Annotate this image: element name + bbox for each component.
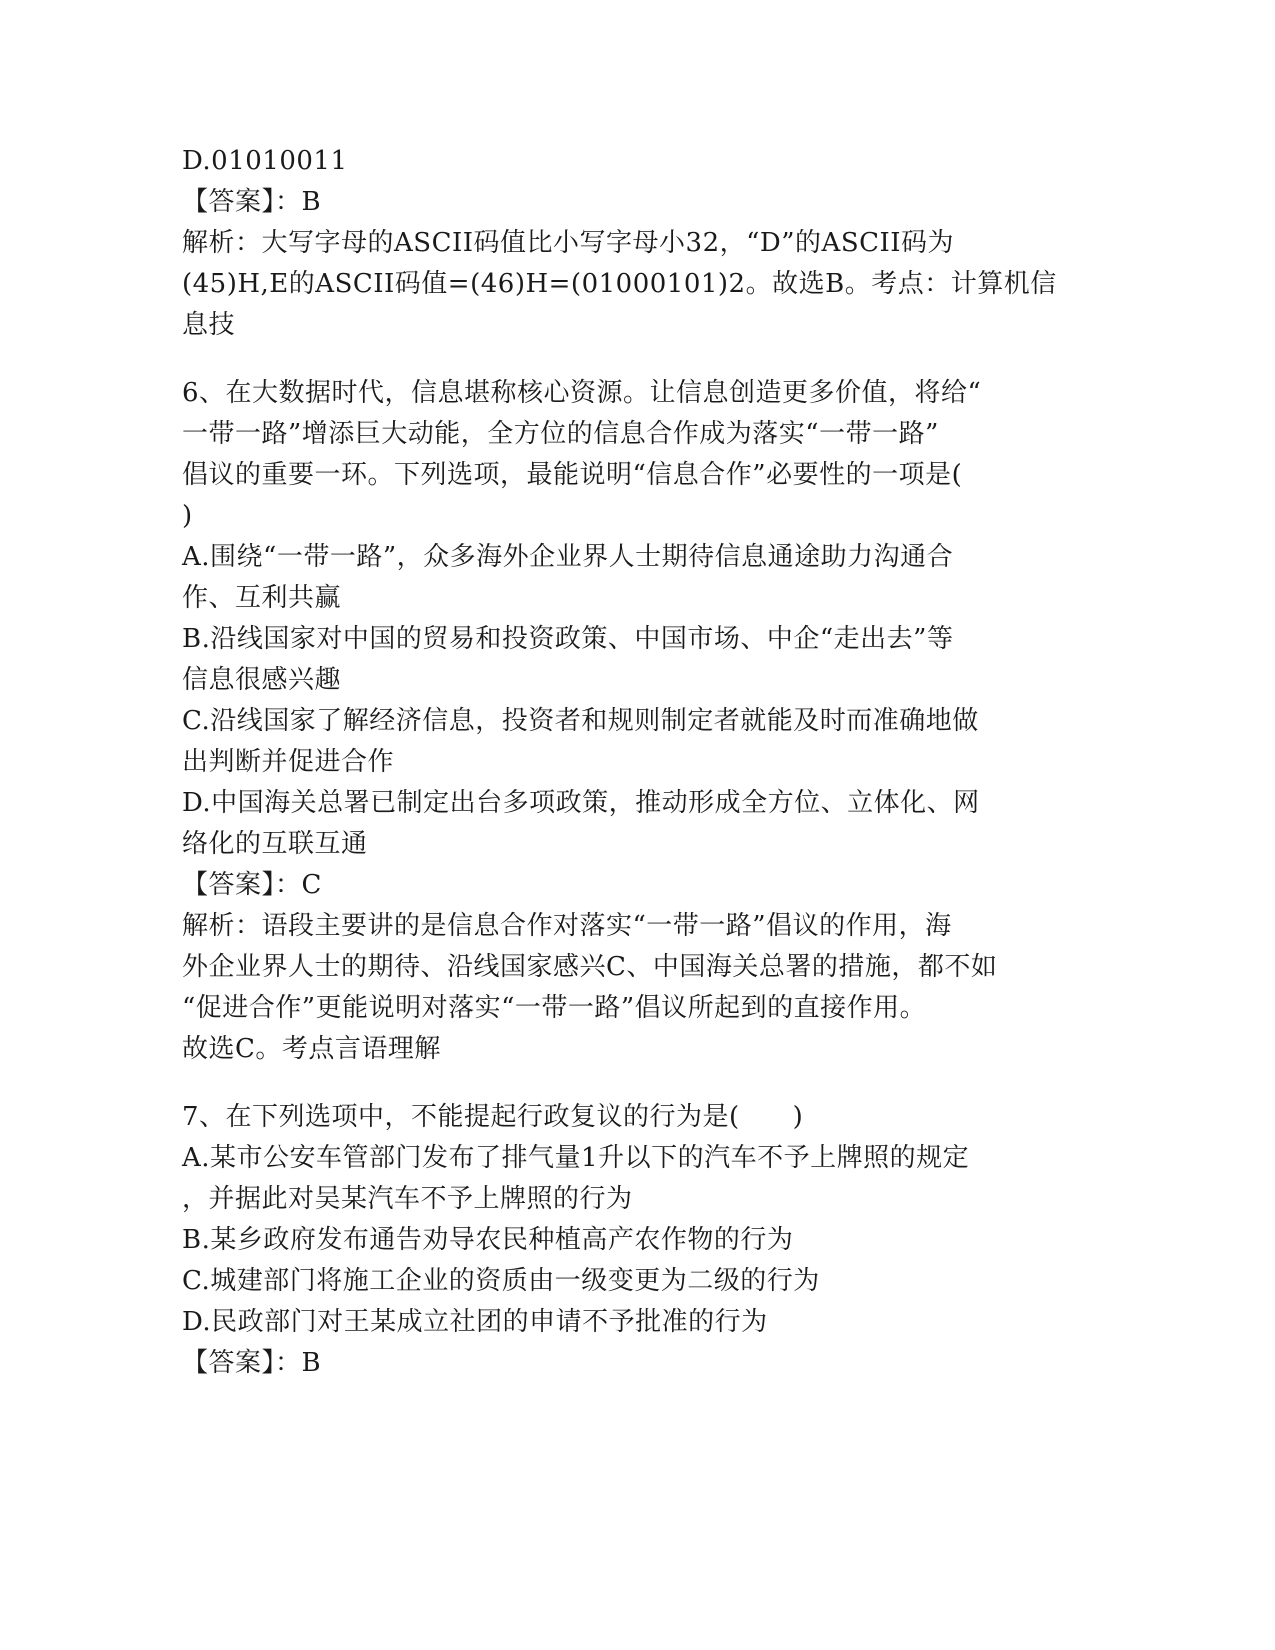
option-line: D.民政部门对王某成立社团的申请不予批准的行为	[182, 1307, 768, 1337]
answer: 【答案】：C	[182, 870, 322, 900]
explanation-line: 外企业界人士的期待、沿线国家感兴C、中国海关总署的措施，都不如	[182, 952, 998, 982]
option-line: C.沿线国家了解经济信息，投资者和规则制定者就能及时而准确地做	[182, 706, 979, 736]
explanation-line: 解析：大写字母的ASCII码值比小写字母小32，“D”的ASCII码为	[182, 228, 955, 258]
spacer	[182, 1070, 1042, 1097]
answer: 【答案】：B	[182, 1348, 322, 1378]
option-line: A.某市公安车管部门发布了排气量1升以下的汽车不予上牌照的规定	[182, 1143, 970, 1173]
option-d: D.01010011	[182, 146, 348, 176]
option-line: 作、互利共赢	[182, 583, 342, 613]
option-line: 出判断并促进合作	[182, 747, 395, 777]
document-page	[182, 141, 1057, 1384]
question-5-tail	[182, 141, 1057, 346]
option-line: 信息很感兴趣	[182, 665, 342, 695]
question-line: 6、在大数据时代，信息堪称核心资源。让信息创造更多价值，将给“	[182, 378, 982, 408]
answer: 【答案】：B	[182, 187, 322, 217]
explanation-line: “促进合作”更能说明对落实“一带一路”倡议所起到的直接作用。	[182, 993, 927, 1023]
question-line: 7、在下列选项中，不能提起行政复议的行为是( )	[182, 1102, 804, 1132]
spacer	[182, 346, 1042, 373]
option-line: B.沿线国家对中国的贸易和投资政策、中国市场、中企“走出去”等	[182, 624, 954, 654]
option-line: D.中国海关总署已制定出台多项政策，推动形成全方位、立体化、网	[182, 788, 980, 818]
explanation-line: 解析：语段主要讲的是信息合作对落实“一带一路”倡议的作用，海	[182, 911, 952, 941]
question-7	[182, 1097, 1042, 1384]
question-line: 一带一路”增添巨大动能，全方位的信息合作成为落实“一带一路”	[182, 419, 939, 449]
option-line: ，并据此对吴某汽车不予上牌照的行为	[182, 1184, 633, 1214]
question-6	[182, 373, 1042, 1070]
option-line: A.围绕“一带一路”，众多海外企业界人士期待信息通途助力沟通合	[182, 542, 954, 572]
explanation-line: (45)H,E的ASCII码值=(46)H=(01000101)2。故选B。考点：计算机信	[182, 269, 1057, 299]
explanation-line: 故选C。考点言语理解	[182, 1034, 441, 1064]
option-line: 络化的互联互通	[182, 829, 368, 859]
option-line: C.城建部门将施工企业的资质由一级变更为二级的行为	[182, 1266, 820, 1296]
question-line: 倡议的重要一环。下列选项，最能说明“信息合作”必要性的一项是(	[182, 460, 963, 490]
question-line: )	[182, 501, 193, 531]
option-line: B.某乡政府发布通告劝导农民种植高产农作物的行为	[182, 1225, 794, 1255]
explanation-line: 息技	[182, 310, 236, 340]
